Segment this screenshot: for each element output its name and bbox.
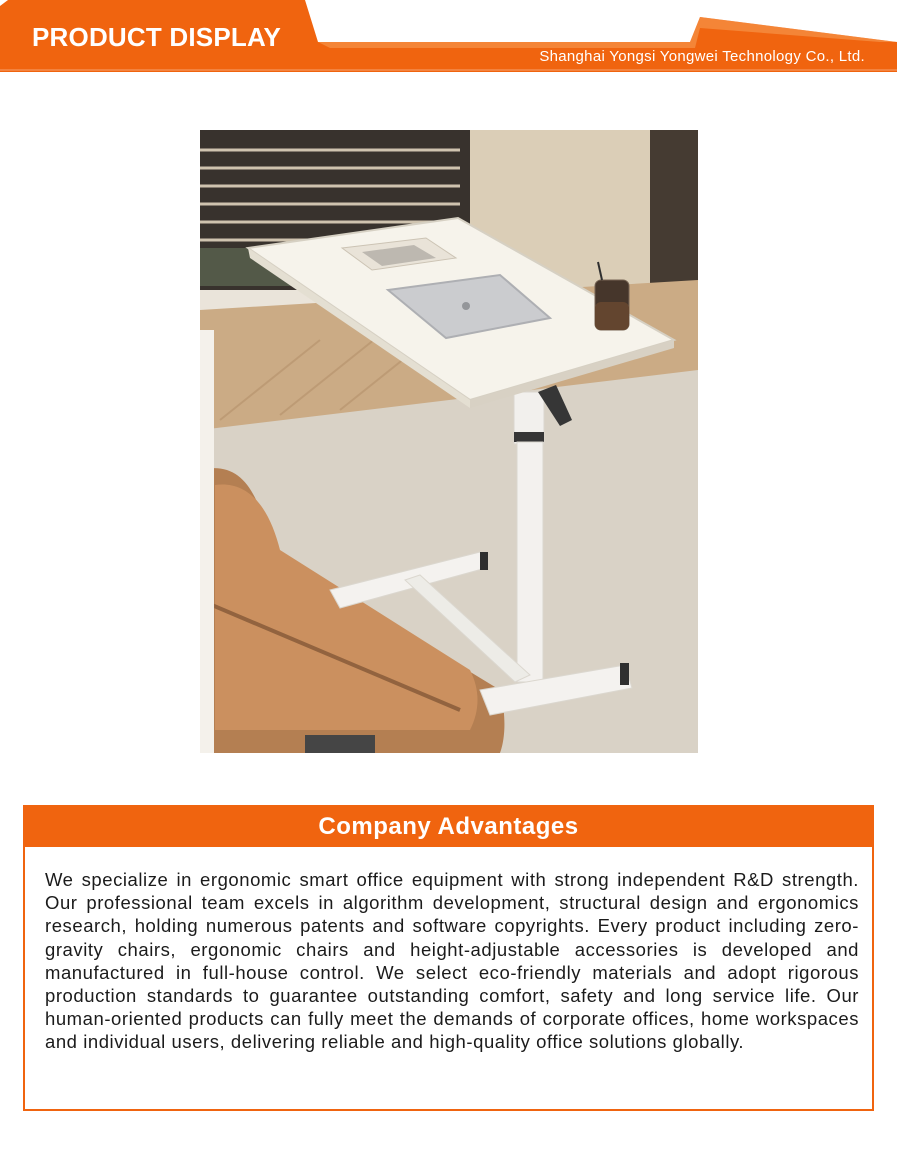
advantages-title: Company Advantages <box>318 813 579 840</box>
advantages-header <box>25 807 872 847</box>
company-name: Shanghai Yongsi Yongwei Technology Co., Ltd. <box>539 48 865 65</box>
company-advantages-box <box>23 805 874 1111</box>
product-image <box>200 130 698 753</box>
desk-illustration <box>200 130 698 753</box>
page-title: PRODUCT DISPLAY <box>32 22 282 52</box>
advantages-text: We specialize in ergonomic smart office equipment with strong independent R&D strength. Our professional team excels in algorithm development, structural design and ergonomics research, holding numerous patents and software copyrights. Every product including zero-gravity chairs, ergonomic chairs and height-adjustable accessories is developed and manufactured in full-house control. We select eco-friendly materials and adopt rigorous production standards to guarantee outstanding comfort, safety and long service life. Our human-oriented products can fully meet the demands of corporate offices, home workspaces and individual users, delivering reliable and high-quality office solutions globally. <box>45 869 859 1053</box>
header-banner <box>0 0 897 72</box>
